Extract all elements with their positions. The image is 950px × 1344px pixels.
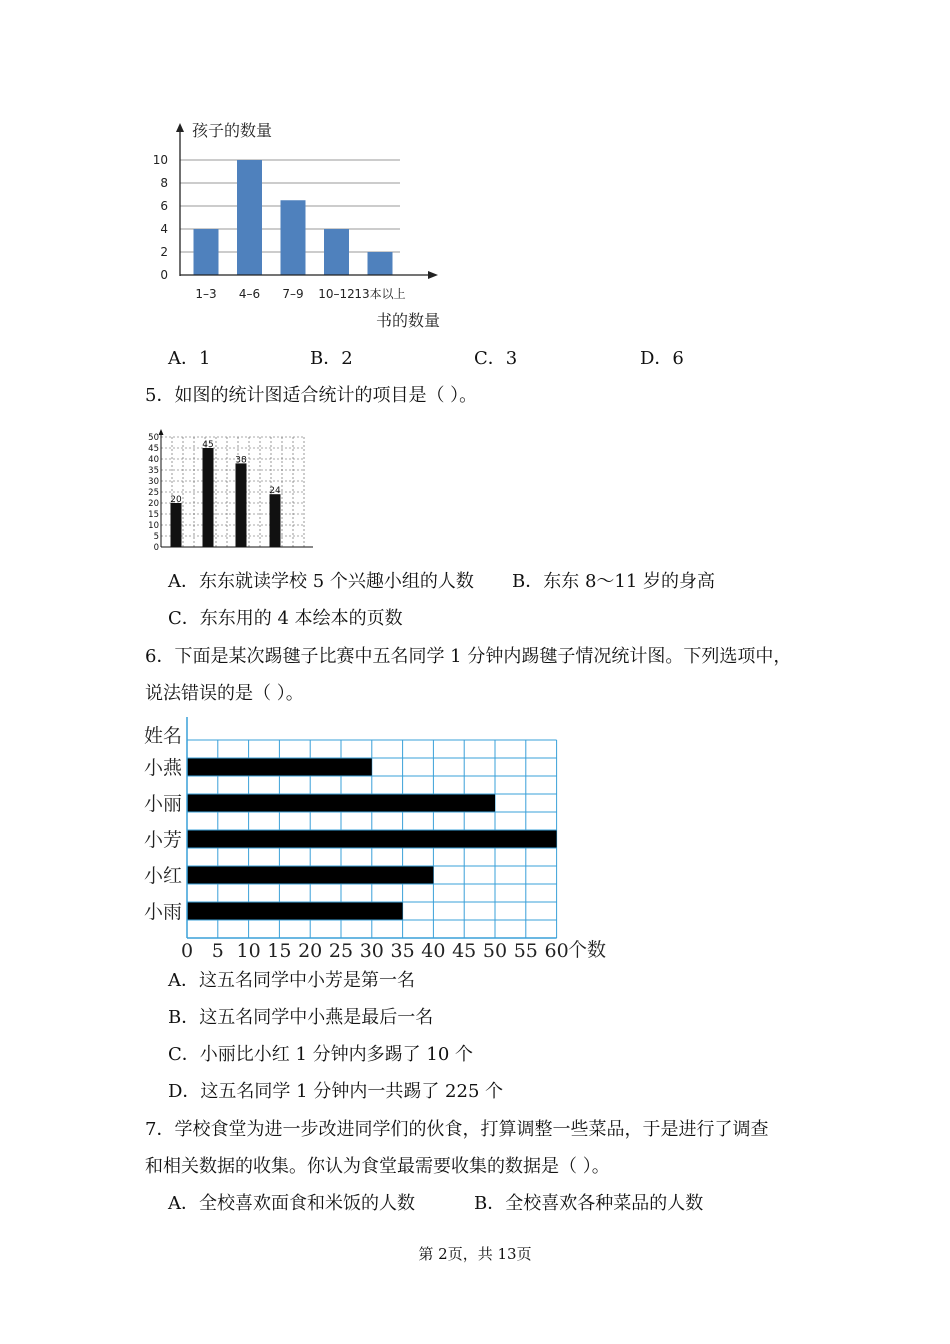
- y-tick-label: 40: [148, 455, 159, 465]
- y-tick-label: 6: [160, 199, 168, 213]
- y-axis-arrow: [159, 429, 164, 435]
- q5-stem: 5．如图的统计图适合统计的项目是（ ）。: [145, 385, 478, 406]
- bar: [270, 494, 281, 547]
- y-tick-label: 2: [160, 245, 168, 259]
- q7-stem-line1: 7．学校食堂为进一步改进同学们的伙食，打算调整一些菜品，于是进行了调查: [145, 1119, 769, 1140]
- q4-option-d[interactable]: D．6: [640, 348, 684, 369]
- y-tick-label: 0: [153, 543, 159, 553]
- x-tick-label: 40: [421, 940, 446, 962]
- y-axis-label: 孩子的数量: [192, 121, 273, 140]
- x-axis-label: 个数: [568, 939, 607, 961]
- bar-value-label: 38: [235, 455, 247, 466]
- y-tick-label: 8: [160, 176, 168, 190]
- y-tick-label: 10: [152, 153, 168, 167]
- y-category-label: 小燕: [144, 757, 183, 779]
- q5-option-c[interactable]: C．东东用的 4 本绘本的页数: [168, 608, 403, 629]
- q7-option-a[interactable]: A．全校喜欢面食和米饭的人数: [168, 1193, 415, 1214]
- x-tick-label: 35: [390, 940, 415, 962]
- y-tick-label: 25: [148, 488, 159, 498]
- y-tick-label: 35: [148, 466, 159, 476]
- q4-option-b[interactable]: B．2: [310, 348, 353, 369]
- x-tick-label: 1–3: [195, 287, 217, 301]
- bar-10–12: [324, 229, 349, 275]
- y-tick-label: 30: [148, 477, 159, 487]
- x-tick-label: 55: [513, 940, 538, 962]
- y-axis-arrow: [176, 123, 184, 132]
- bar-小雨: [187, 903, 403, 920]
- q7-stem-line2: 和相关数据的收集。你认为食堂最需要收集的数据是（ ）。: [145, 1156, 610, 1177]
- bar: [171, 503, 182, 547]
- bar-value-label: 45: [202, 440, 214, 450]
- bar-13本以上: [368, 252, 393, 275]
- y-category-label: 小雨: [144, 901, 183, 923]
- q5-option-a[interactable]: A．东东就读学校 5 个兴趣小组的人数: [168, 571, 474, 592]
- x-tick-label: 15: [267, 940, 292, 962]
- bar-小燕: [187, 759, 372, 776]
- bar-1–3: [194, 229, 219, 275]
- x-tick-label: 10–12: [318, 287, 355, 301]
- bar-小红: [187, 867, 433, 884]
- y-tick-label: 0: [160, 268, 168, 282]
- q5-option-b[interactable]: B．东东 8～11 岁的身高: [512, 571, 716, 592]
- bar-7–9: [281, 200, 306, 275]
- bar-小芳: [187, 831, 557, 848]
- y-axis-label: 姓名: [144, 725, 183, 747]
- q4-option-c[interactable]: C．3: [474, 348, 518, 369]
- x-tick-label: 0: [180, 940, 194, 962]
- y-tick-label: 20: [148, 499, 159, 509]
- y-tick-label: 15: [148, 510, 159, 520]
- x-tick-label: 4–6: [238, 287, 261, 301]
- q4-option-a[interactable]: A．1: [168, 348, 211, 369]
- x-axis-label: 书的数量: [376, 311, 441, 330]
- q6-option-c[interactable]: C．小丽比小红 1 分钟内多踢了 10 个: [168, 1044, 474, 1065]
- q7-option-b[interactable]: B．全校喜欢各种菜品的人数: [474, 1193, 704, 1214]
- y-tick-label: 45: [148, 444, 159, 454]
- x-tick-label: 25: [328, 940, 354, 962]
- q6-option-a[interactable]: A．这五名同学中小芳是第一名: [168, 970, 415, 991]
- y-tick-label: 10: [148, 521, 159, 531]
- x-tick-label: 7–9: [282, 287, 304, 301]
- y-category-label: 小芳: [144, 829, 183, 851]
- x-tick-label: 30: [359, 940, 384, 962]
- books-bar-chart: [140, 112, 460, 337]
- x-axis-arrow: [428, 271, 438, 279]
- y-tick-label: 5: [153, 532, 159, 542]
- y-tick-label: 4: [160, 222, 168, 236]
- x-tick-label: 60: [544, 940, 569, 962]
- bar: [203, 448, 214, 547]
- kick-horizontal-bar-chart: [140, 715, 620, 970]
- q6-stem-line2: 说法错误的是（ ）。: [145, 683, 304, 704]
- bar-4–6: [237, 160, 262, 275]
- page-footer: 第 2页，共 13页: [418, 1245, 532, 1263]
- y-tick-label: 50: [148, 433, 159, 443]
- x-tick-label: 20: [298, 940, 323, 962]
- q6-option-d[interactable]: D．这五名同学 1 分钟内一共踢了 225 个: [168, 1081, 504, 1102]
- x-tick-label: 13本以上: [354, 287, 406, 301]
- x-tick-label: 10: [236, 940, 261, 962]
- q5-bar-chart: [143, 426, 318, 556]
- q6-option-b[interactable]: B．这五名同学中小燕是最后一名: [168, 1007, 434, 1028]
- x-tick-label: 45: [452, 940, 477, 962]
- bar-value-label: 24: [269, 486, 281, 497]
- bar: [236, 463, 247, 547]
- y-category-label: 小丽: [144, 793, 183, 815]
- x-tick-label: 5: [211, 940, 224, 962]
- bar-value-label: 20: [170, 495, 182, 505]
- bar-小丽: [187, 795, 495, 812]
- q6-stem-line1: 6．下面是某次踢毽子比赛中五名同学 1 分钟内踢毽子情况统计图。下列选项中，: [145, 646, 792, 667]
- x-tick-label: 50: [482, 940, 508, 962]
- y-category-label: 小红: [144, 865, 183, 887]
